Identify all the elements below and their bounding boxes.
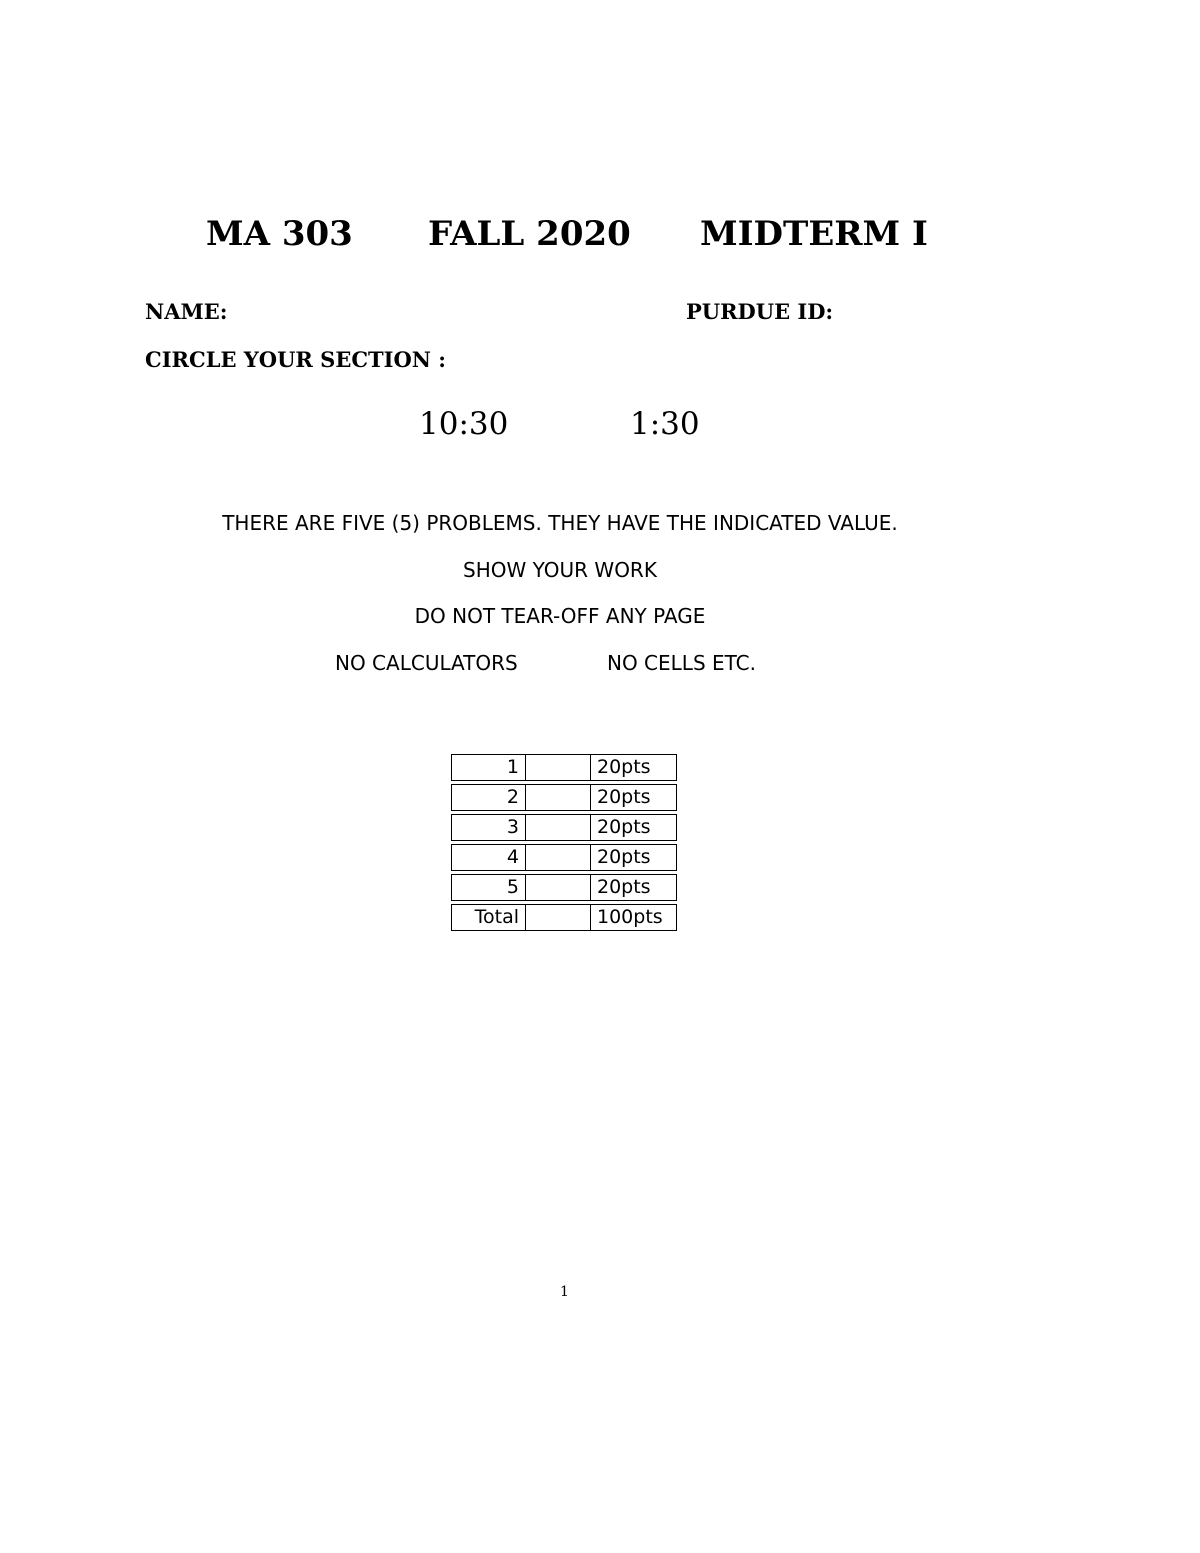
score-cell bbox=[526, 844, 591, 871]
score-cell bbox=[526, 814, 591, 841]
points-cell: 20pts bbox=[591, 784, 677, 811]
instruction-no-cells: NO CELLS ETC. bbox=[607, 651, 757, 675]
points-cell: 20pts bbox=[591, 814, 677, 841]
instruction-show-work: SHOW YOUR WORK bbox=[463, 558, 657, 582]
score-cell bbox=[526, 874, 591, 901]
total-score-cell bbox=[526, 904, 591, 931]
problem-number-cell: 1 bbox=[451, 754, 526, 781]
table-row bbox=[451, 814, 677, 841]
table-row bbox=[451, 874, 677, 901]
table-row bbox=[451, 754, 677, 781]
instruction-no-calculators: NO CALCULATORS bbox=[335, 651, 518, 675]
score-table bbox=[451, 751, 677, 934]
problem-number-cell: 4 bbox=[451, 844, 526, 871]
points-cell: 20pts bbox=[591, 844, 677, 871]
table-row bbox=[451, 784, 677, 811]
section-option-130: 1:30 bbox=[630, 406, 700, 442]
term-title: FALL 2020 bbox=[428, 214, 631, 254]
problem-number-cell: 5 bbox=[451, 874, 526, 901]
course-title: MA 303 bbox=[206, 214, 353, 254]
total-label-cell: Total bbox=[451, 904, 526, 931]
instruction-no-tear: DO NOT TEAR-OFF ANY PAGE bbox=[414, 604, 706, 628]
points-cell: 20pts bbox=[591, 874, 677, 901]
problem-number-cell: 3 bbox=[451, 814, 526, 841]
total-points-cell: 100pts bbox=[591, 904, 677, 931]
instruction-problem-count: THERE ARE FIVE (5) PROBLEMS. THEY HAVE THE INDICATED VALUE. bbox=[222, 511, 898, 535]
page-number: 1 bbox=[560, 1284, 569, 1300]
section-label: CIRCLE YOUR SECTION : bbox=[145, 347, 447, 372]
problem-number-cell: 2 bbox=[451, 784, 526, 811]
score-cell bbox=[526, 754, 591, 781]
exam-title: MIDTERM I bbox=[700, 214, 928, 254]
section-option-1030: 10:30 bbox=[419, 406, 509, 442]
points-cell: 20pts bbox=[591, 754, 677, 781]
table-row bbox=[451, 844, 677, 871]
score-cell bbox=[526, 784, 591, 811]
name-label: NAME: bbox=[145, 299, 228, 324]
table-row bbox=[451, 904, 677, 931]
purdue-id-label: PURDUE ID: bbox=[686, 299, 834, 324]
